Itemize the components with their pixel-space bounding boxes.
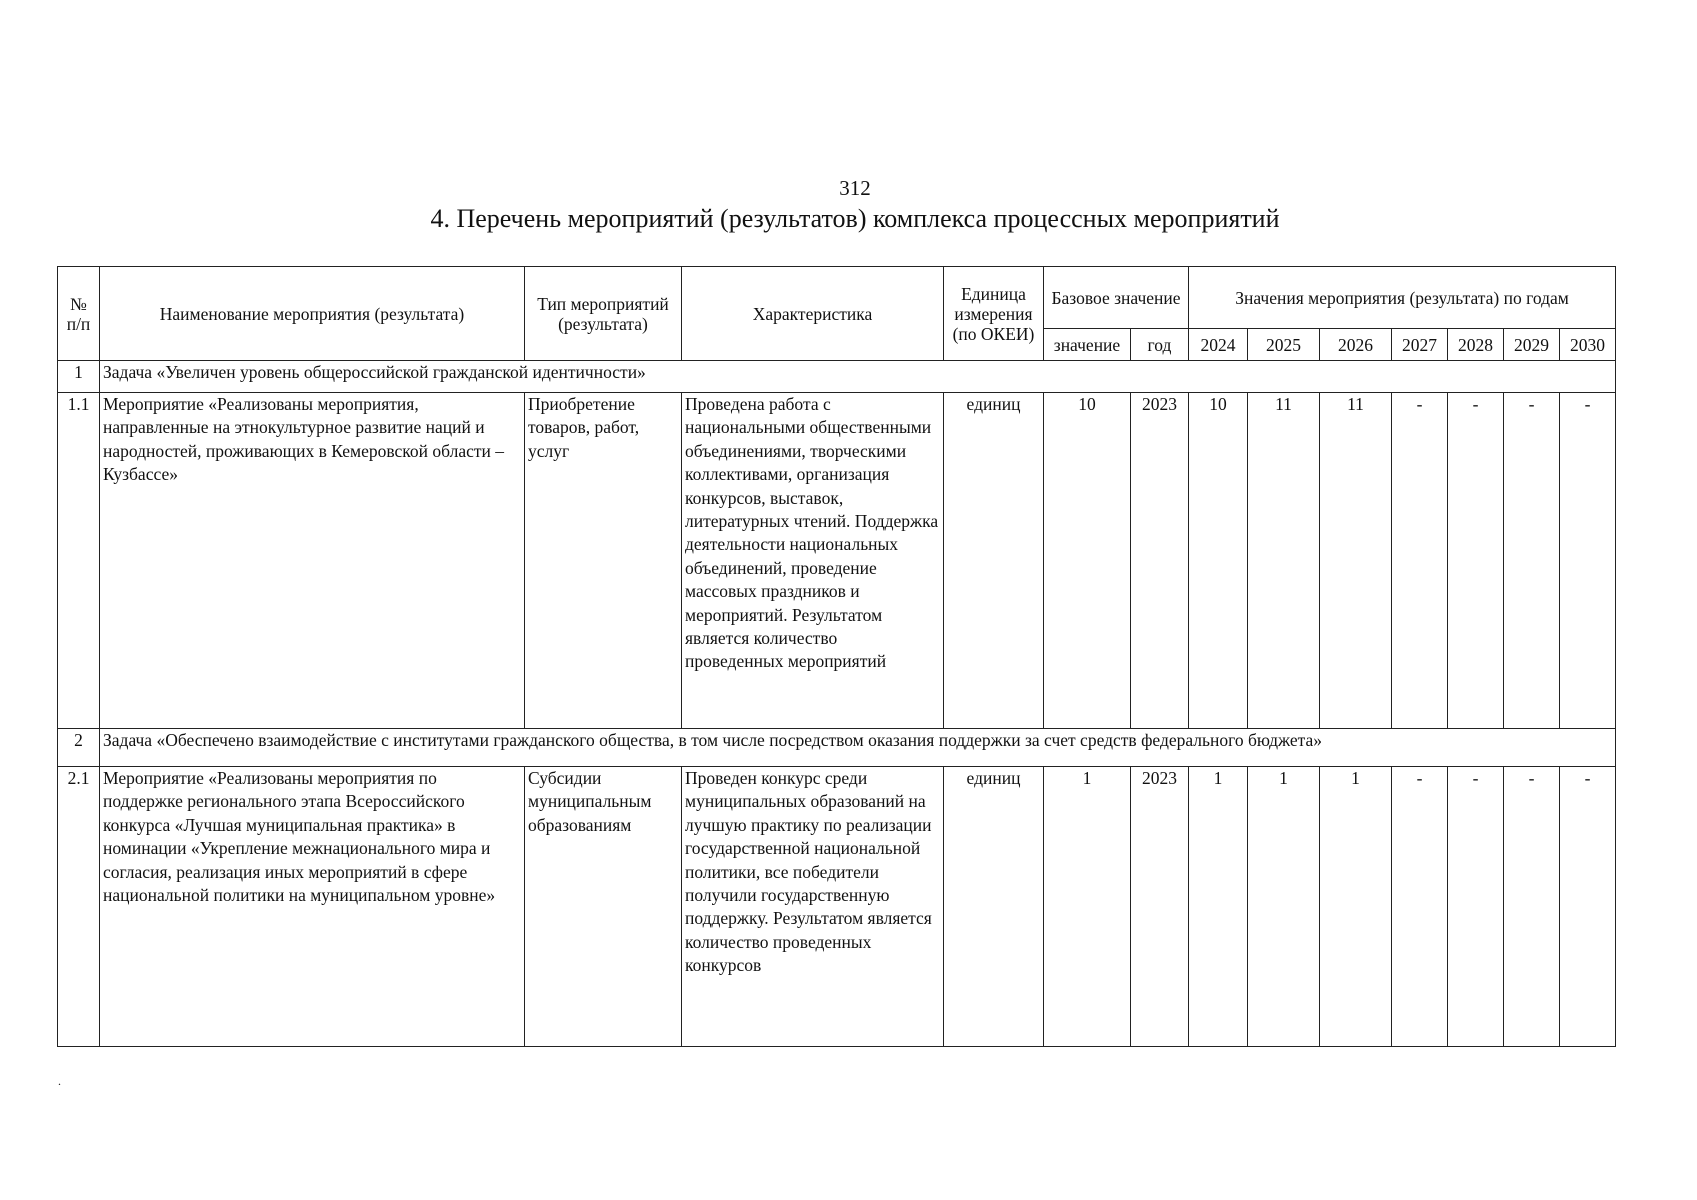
header-year: 2025: [1248, 329, 1320, 361]
header-year: 2024: [1189, 329, 1248, 361]
header-row-1: [58, 267, 1616, 329]
task-num: 1: [58, 361, 100, 393]
row-year-value: -: [1560, 767, 1616, 1047]
row-type: Приобретение товаров, работ, услуг: [525, 393, 682, 729]
row-year-value: -: [1560, 393, 1616, 729]
header-unit: Единица измерения (по ОКЕИ): [944, 267, 1044, 361]
row-year-value: 1: [1320, 767, 1392, 1047]
task-text: Задача «Увеличен уровень общероссийской гражданской идентичности»: [100, 361, 1616, 393]
row-year-value: 11: [1320, 393, 1392, 729]
task-row: [58, 729, 1616, 767]
header-name: Наименование мероприятия (результата): [100, 267, 525, 361]
header-year: 2026: [1320, 329, 1392, 361]
row-base-value: 10: [1044, 393, 1131, 729]
row-year-value: -: [1504, 393, 1560, 729]
header-year: 2028: [1448, 329, 1504, 361]
row-year-value: -: [1392, 767, 1448, 1047]
row-type: Субсидии муниципальным образованиям: [525, 767, 682, 1047]
header-year: 2029: [1504, 329, 1560, 361]
row-year-value: 1: [1189, 767, 1248, 1047]
header-type: Тип мероприятий (результата): [525, 267, 682, 361]
row-characteristic: Проведен конкурс среди муниципальных образований на лучшую практику по реализации государственной национальной политики, все победители получили государственную поддержку. Результатом является количество проведенных конкурсов: [682, 767, 944, 1047]
row-year-value: 11: [1248, 393, 1320, 729]
row-base-value: 1: [1044, 767, 1131, 1047]
page-title: 4. Перечень мероприятий (результатов) комплекса процессных мероприятий: [430, 204, 1280, 233]
footer-mark: .: [58, 1074, 61, 1088]
row-year-value: -: [1504, 767, 1560, 1047]
table-row: [58, 767, 1616, 1047]
row-name: Мероприятие «Реализованы мероприятия по поддержке регионального этапа Всероссийского конкурса «Лучшая муниципальная практика» в номинации «Укрепление межнационального мира и согласия, реализация иных мероприятий в сфере национальной политики на муниципальном уровне»: [100, 767, 525, 1047]
row-year-value: -: [1448, 393, 1504, 729]
page-number: 312: [839, 176, 871, 200]
row-year-value: -: [1448, 767, 1504, 1047]
header-base-year: год: [1131, 329, 1189, 361]
row-characteristic: Проведена работа с национальными общественными объединениями, творческими коллективами, организация конкурсов, выставок, литературных чтений. Поддержка деятельности национальных объединений, проведение массовых праздников и мероприятий. Результатом является количество проведенных мероприятий: [682, 393, 944, 729]
row-base-year: 2023: [1131, 767, 1189, 1047]
header-year: 2027: [1392, 329, 1448, 361]
header-year: 2030: [1560, 329, 1616, 361]
task-text: Задача «Обеспечено взаимодействие с институтами гражданского общества, в том числе посредством оказания поддержки за счет средств федерального бюджета»: [100, 729, 1616, 767]
header-years-group: Значения мероприятия (результата) по годам: [1189, 267, 1616, 329]
header-base-value: значение: [1044, 329, 1131, 361]
task-num: 2: [58, 729, 100, 767]
header-characteristic: Характеристика: [682, 267, 944, 361]
header-base: Базовое значение: [1044, 267, 1189, 329]
row-unit: единиц: [944, 767, 1044, 1047]
row-year-value: 1: [1248, 767, 1320, 1047]
measures-table: [57, 266, 1616, 1047]
row-num: 2.1: [58, 767, 100, 1047]
row-name: Мероприятие «Реализованы мероприятия, направленные на этнокультурное развитие наций и народностей, проживающих в Кемеровской области – Кузбассе»: [100, 393, 525, 729]
row-year-value: -: [1392, 393, 1448, 729]
row-year-value: 10: [1189, 393, 1248, 729]
header-num: № п/п: [58, 267, 100, 361]
table-row: [58, 393, 1616, 729]
task-row: [58, 361, 1616, 393]
row-unit: единиц: [944, 393, 1044, 729]
row-base-year: 2023: [1131, 393, 1189, 729]
row-num: 1.1: [58, 393, 100, 729]
